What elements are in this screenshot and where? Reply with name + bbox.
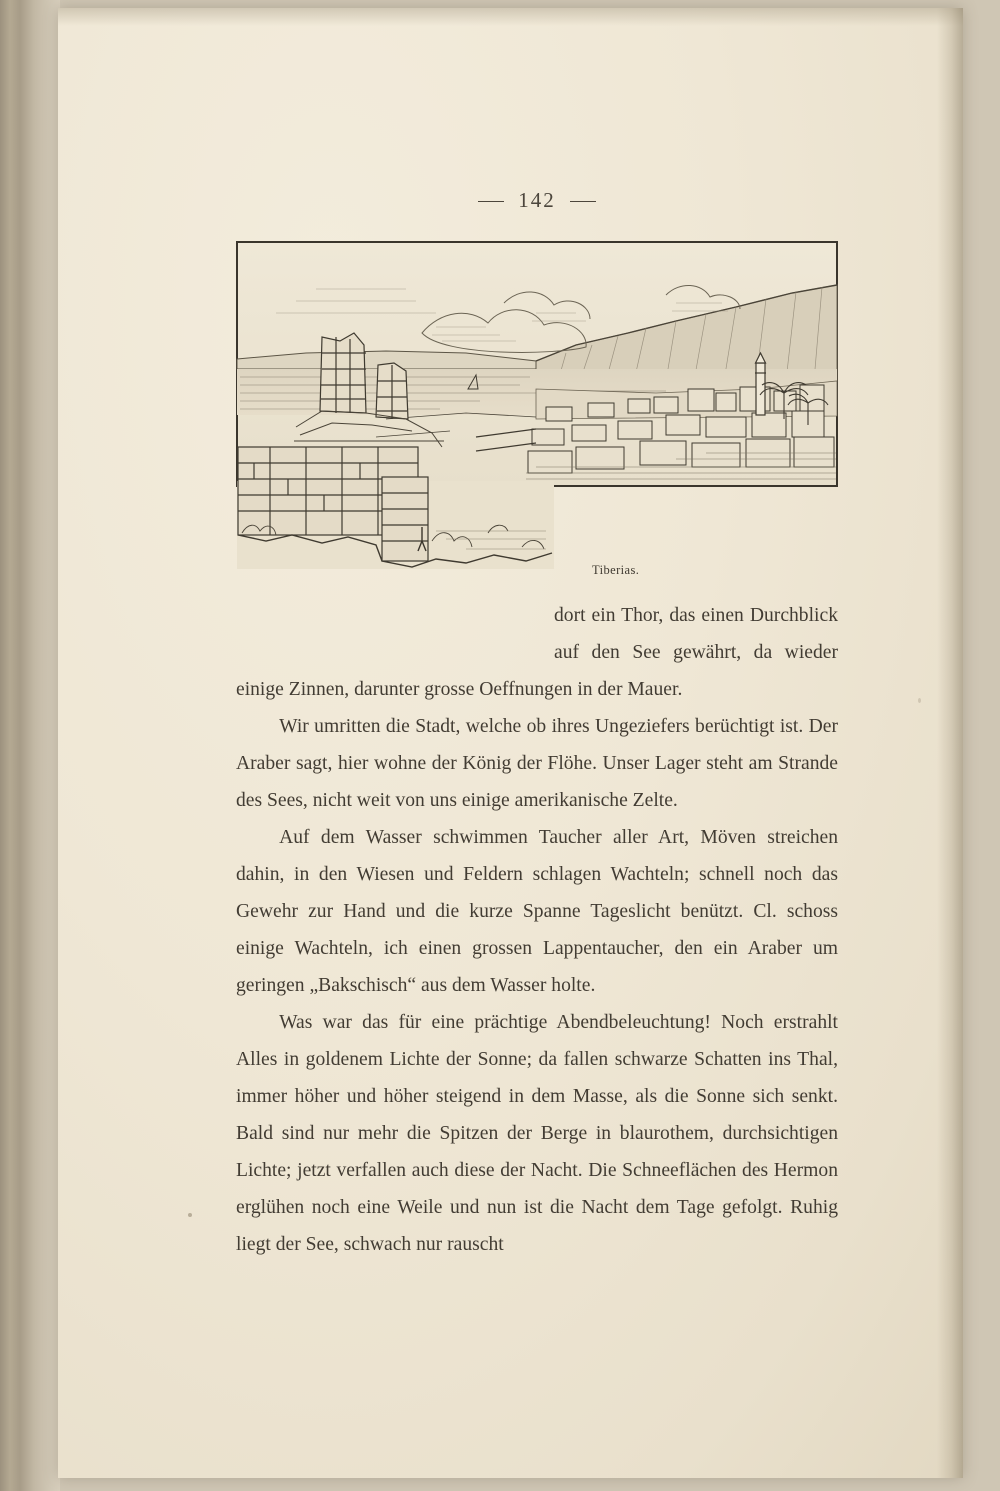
text-wrap-spacer bbox=[236, 597, 554, 671]
folio-rule-left bbox=[478, 201, 504, 202]
paragraph-1: dort ein Thor, das einen Durchblick auf den See gewährt, da wieder einige Zinnen, darunter grosse Oeffnungen in der Mauer. bbox=[236, 605, 838, 700]
figure-caption: Tiberias. bbox=[592, 563, 640, 577]
page-folio bbox=[236, 188, 838, 213]
folio-rule-right bbox=[570, 201, 596, 202]
folio-number: 142 bbox=[518, 188, 556, 212]
page-edge-right bbox=[937, 8, 963, 1478]
paper-speck bbox=[188, 1213, 192, 1217]
page-edge-top bbox=[58, 8, 963, 26]
body-text bbox=[236, 597, 838, 1263]
illustration-tiberias bbox=[236, 241, 838, 591]
paper-speck bbox=[918, 698, 921, 703]
paragraph-4: Was war das für eine prächtige Abendbeleuchtung! Noch erstrahlt Alles in goldenem Lichte der Sonne; da fallen schwarze Schatten ins Thal, immer höher und höher steigend in dem Masse, als die Sonne sich senkt. Bald sind nur mehr die Spitzen der Berge in blaurothem, durchsichtigen Lichte; jetzt verfallen auch diese der Nacht. Die Schneeflächen des Hermon erglühen noch eine Weile und nun ist die Nacht dem Tage gefolgt. Ruhig liegt der See, schwach nur rauscht bbox=[236, 1012, 838, 1255]
book-gutter bbox=[0, 0, 60, 1491]
engraving-svg bbox=[236, 241, 838, 591]
book-page bbox=[58, 8, 963, 1478]
paragraph-2: Wir umritten die Stadt, welche ob ihres Ungeziefers berüchtigt ist. Der Araber sagt, hier wohne der König der Flöhe. Unser Lager steht am Strande des Sees, nicht weit von uns einige amerikanische Zelte. bbox=[236, 716, 838, 811]
paragraph-3: Auf dem Wasser schwimmen Taucher aller Art, Möven streichen dahin, in den Wiesen und Feldern schlagen Wachteln; schnell noch das Gewehr zur Hand und die kurze Spanne Tageslicht benützt. Cl. schoss einige Wachteln, ich einen grossen Lappentaucher, den ein Araber um geringen „Bakschisch“ aus dem Wasser holte. bbox=[236, 827, 838, 996]
page-content bbox=[236, 188, 838, 1263]
